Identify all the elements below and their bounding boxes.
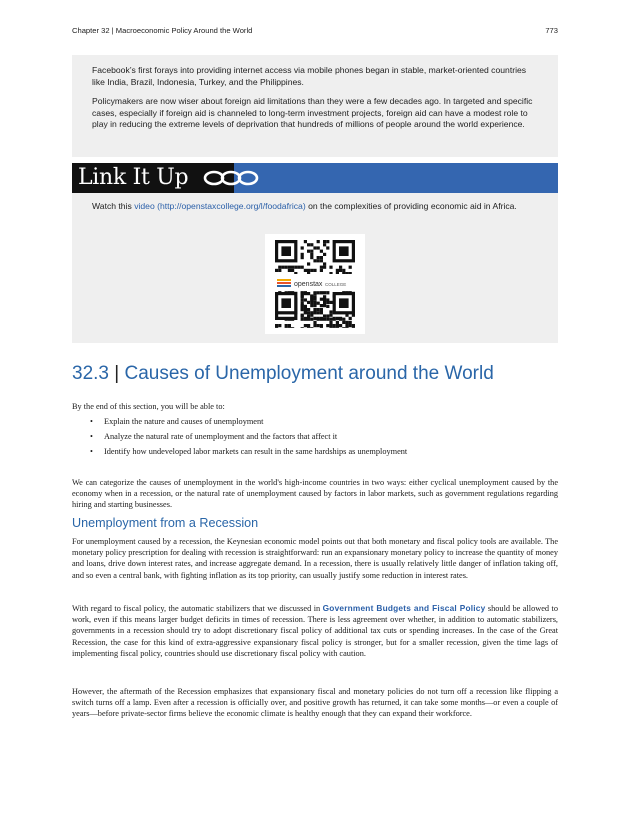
section-separator: | (108, 363, 125, 384)
subsection-heading: Unemployment from a Recession (72, 516, 259, 530)
feature-paragraph-1: Facebook’s first forays into providing internet access via mobile phones began in stable, market-oriented countries like India, Brazil, Indonesia, Turkey, and the Philippines. (92, 65, 527, 87)
openstax-brand: openstax (294, 281, 323, 288)
video-link[interactable]: video (http://openstaxcollege.org/l/foodafrica) (134, 201, 306, 211)
objective-item: • Analyze the natural rate of unemployment and the factors that affect it (90, 431, 407, 446)
link-it-up-box (72, 193, 558, 343)
link-it-up-title: Link It Up (78, 165, 189, 190)
link-it-up-banner (72, 163, 558, 193)
watch-text-pre: Watch this (92, 201, 135, 211)
feature-box (72, 55, 558, 157)
objective-item: • Explain the nature and causes of unemployment (90, 416, 407, 431)
section-number: 32.3 (72, 363, 109, 384)
recession-paragraph-3: However, the aftermath of the Recession emphasizes that expansionary fiscal and monetary policies do not turn off a recession like flipping a switch turns off a lamp. Even after a recession is officially over, and positive growth has returned, it can take some months—or even a couple of years—before private-sector firms believe the economic climate is healthy enough that they can expand their workforce. (72, 687, 558, 719)
openstax-brand-suffix: COLLEGE (325, 282, 347, 287)
paragraph-text: With regard to fiscal policy, the automatic stabilizers that we discussed in (72, 604, 323, 613)
intro-paragraph: We can categorize the causes of unemployment in the world's high-income countries in two ways: either cyclical unemployment caused by the economy when in a recession, or the natural rate of unemployment caused by factors in labor markets, such as government regulations regarding hiring and starting businesses. (72, 478, 558, 510)
watch-text-post: on the complexities of providing economic aid in Africa. (305, 201, 517, 211)
recession-paragraph-1: For unemployment caused by a recession, the Keynesian economic model points out that both monetary and fiscal policy tools are available. The monetary policy prescription for dealing with recession is straightforward: run an expansionary monetary policy to increase the quantity of money and loans, drive down interest rates, and increase aggregate demand. In a recession, there is usually relatively little danger of inflation taking off, and so even a central bank, with fighting inflation as its top priority, can usually justify some reduction in interest rates. (72, 537, 558, 580)
learning-objectives (90, 416, 407, 461)
section-title-text: Causes of Unemployment around the World (124, 363, 494, 384)
qr-code-icon (265, 234, 365, 334)
feature-paragraph-2: Policymakers are now wiser about foreign aid limitations than they were a few decades ago. In targeted and specific cases, especially if foreign aid is channeled to long-term investment projects, foreign aid can have a modest role to play in reducing the extreme levels of deprivation that hundreds of millions of people around the world experience. (92, 96, 533, 130)
chapter-reference-link[interactable]: Government Budgets and Fiscal Policy (322, 603, 486, 613)
objective-item: • Identify how undeveloped labor markets can result in the same hardships as unemployment (90, 446, 407, 461)
section-heading (72, 363, 494, 385)
objectives-intro: By the end of this section, you will be able to: (72, 402, 225, 411)
chain-link-icon (203, 168, 259, 188)
page-header (72, 26, 558, 38)
watch-text (92, 201, 538, 213)
qr-code-card[interactable] (265, 234, 365, 334)
paragraph-text: should be allowed to work, even if this means larger budget deficits in times of recession. There is less agreement over whether, in addition to automatic stabilizers, governments in a recession should try to adopt discretionary fiscal policy of additional tax cuts or spending increases. In the case of the Great Recession, the case for this kind of extra-aggressive expansionary fiscal policy is stronger, but for a smaller recession, given the time lags of implementing fiscal policy, countries should use discretionary fiscal policy with caution. (72, 604, 558, 658)
chapter-title: Chapter 32 | Macroeconomic Policy Around the World (72, 26, 253, 35)
page-number: 773 (545, 26, 558, 35)
recession-paragraph-2 (72, 603, 558, 659)
